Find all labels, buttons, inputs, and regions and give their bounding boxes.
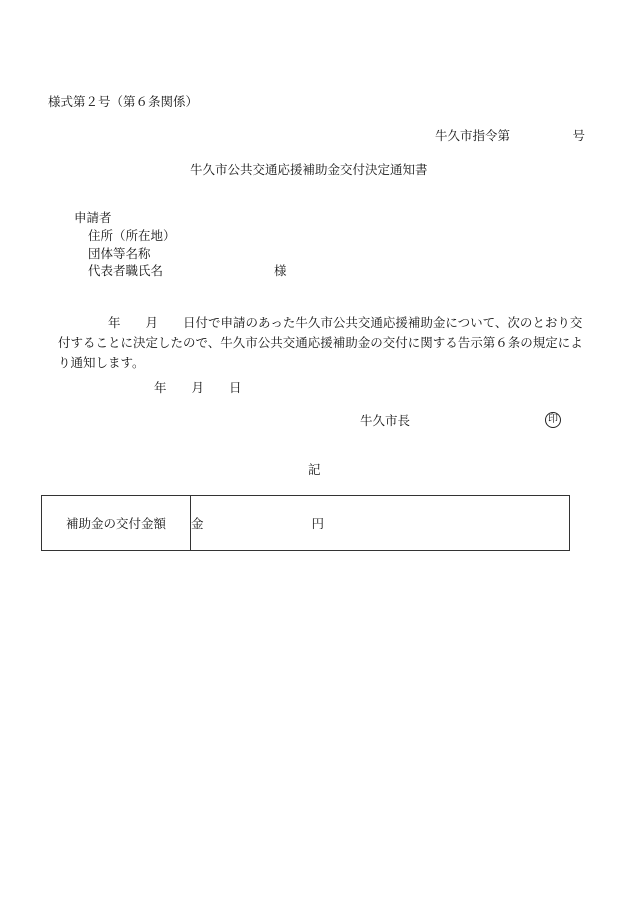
applicant-heading: 申請者 [74, 210, 112, 225]
document-title: 牛久市公共交通応援補助金交付決定通知書 [190, 162, 428, 177]
record-heading: 記 [308, 462, 321, 477]
document-number: 牛久市指令第 号 [435, 128, 586, 143]
notification-body [58, 313, 586, 373]
amount-label: 補助金の交付金額 [42, 496, 191, 551]
amount-table [41, 495, 570, 551]
body-text: 申請のあった牛久市公共交通応援補助金について、次のとおり交付することに決定したので、牛久市公共交通応援補助金の交付に関する告示第６条の規定により通知します。 [58, 315, 583, 370]
seal-mark: 印 [545, 412, 561, 428]
address-label: 住所（所在地） [88, 228, 176, 243]
issuer-name: 牛久市長 [360, 413, 411, 428]
honorific: 様 [274, 263, 287, 278]
amount-suffix: 円 [311, 516, 325, 531]
amount-value [191, 496, 570, 551]
amount-prefix: 金 [191, 516, 204, 531]
representative-label: 代表者職氏名 [88, 263, 164, 278]
body-date-prefix: 年 月 日付で [58, 315, 221, 330]
table-row [42, 496, 570, 551]
issue-date: 年 月 日 [154, 380, 242, 395]
group-name-label: 団体等名称 [88, 246, 151, 261]
form-number: 様式第２号（第６条関係） [48, 94, 199, 109]
